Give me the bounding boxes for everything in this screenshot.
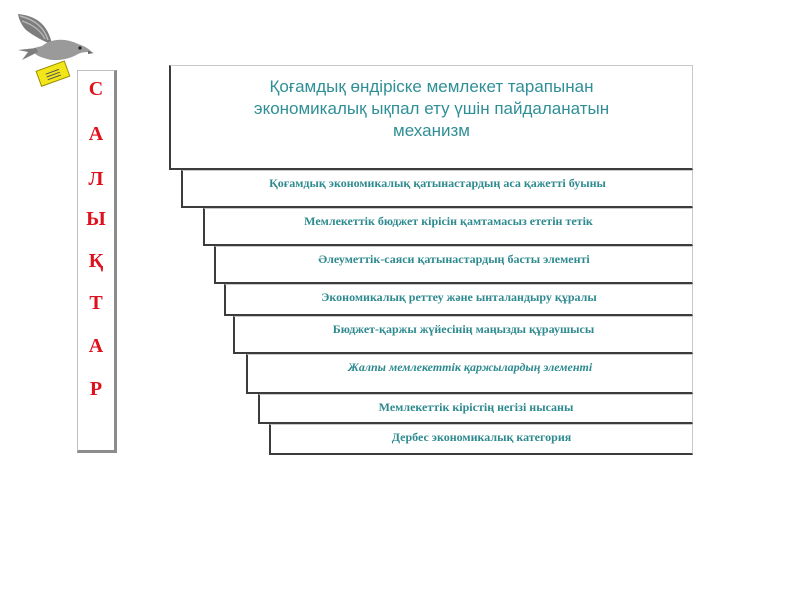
title-letter: С xyxy=(88,78,104,100)
step-label: Әлеуметтік-саяси қатынастардың басты элементі xyxy=(318,252,590,266)
step-box-6 xyxy=(246,354,693,394)
main-line: механизм xyxy=(393,121,470,140)
title-letter: Ы xyxy=(86,208,106,230)
title-letter: Қ xyxy=(88,250,104,272)
step-box-7 xyxy=(258,394,693,424)
title-letter: Р xyxy=(89,378,103,400)
step-label: Мемлекеттік кірістің негізі нысаны xyxy=(378,400,574,414)
title-letter: А xyxy=(88,335,104,357)
main-definition-box xyxy=(169,65,693,170)
step-label: Бюджет-қаржы жүйесінің маңызды құраушысы xyxy=(332,322,595,336)
title-letter: Т xyxy=(89,292,103,314)
step-box-2 xyxy=(203,208,693,246)
title-letter: Л xyxy=(88,168,104,190)
step-label: Дербес экономикалық категория xyxy=(391,430,572,444)
vertical-title-box xyxy=(77,70,117,453)
title-letter: А xyxy=(88,123,104,145)
step-label: Мемлекеттік бюджет кірісін қамтамасыз ететін тетік xyxy=(304,214,593,228)
step-label: Жалпы мемлекеттік қаржылардың элементі xyxy=(347,360,593,374)
step-box-3 xyxy=(214,246,693,284)
step-label: Экономикалық реттеу және ынталандыру құралы xyxy=(321,290,597,304)
main-line: экономикалық ықпал ету үшін пайдаланатын xyxy=(253,99,610,118)
step-label: Қоғамдық экономикалық қатынастардың аса қажетті буыны xyxy=(269,176,606,190)
main-line: Қоғамдық өндіріске мемлекет тарапынан xyxy=(269,77,594,96)
step-box-4 xyxy=(224,284,693,316)
step-box-8 xyxy=(269,424,693,455)
step-box-5 xyxy=(233,316,693,354)
step-box-1 xyxy=(181,170,693,208)
